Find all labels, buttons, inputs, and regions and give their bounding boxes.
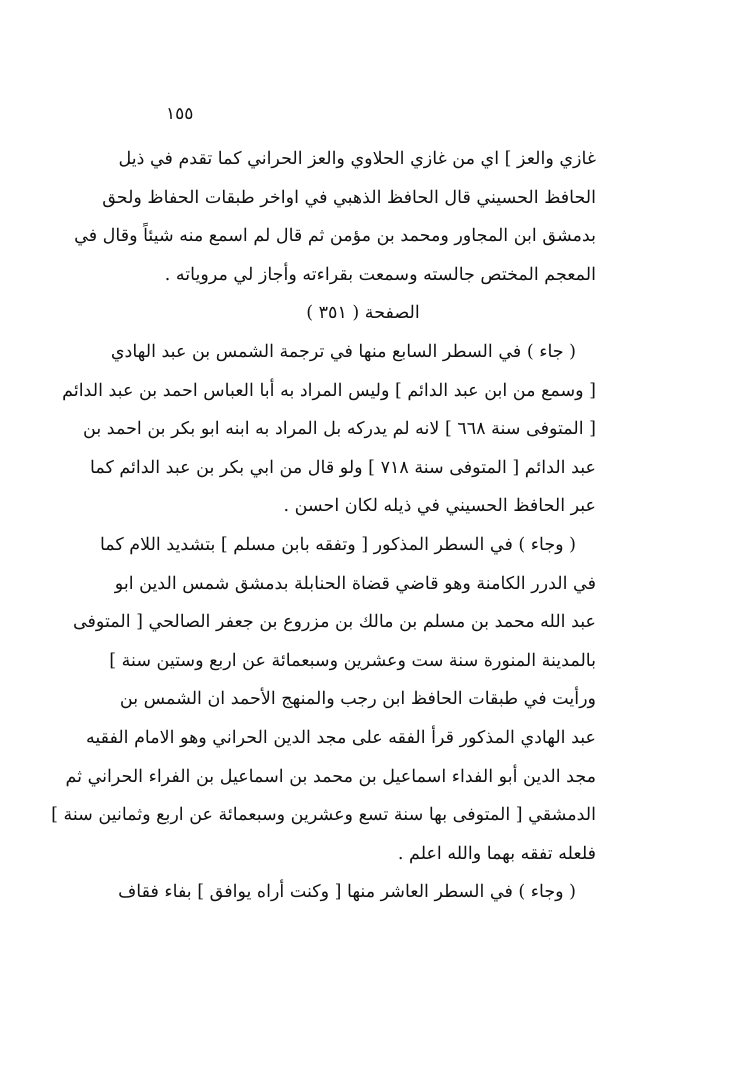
text-line: في الدرر الكامنة وهو قاضي قضاة الحنابلة بدمشق شمس الدين ابو <box>114 573 596 594</box>
text-line: الدمشقي [ المتوفى بها سنة تسع وعشرين وسبعمائة عن اربع وثمانين سنة ] <box>51 805 596 826</box>
text-line: عبد الله محمد بن مسلم بن مالك بن مزروع بن جعفر الصالحي [ المتوفى <box>72 612 596 633</box>
text-line: بالمدينة المنورة سنة ست وعشرين وسبعمائة عن اربع وستين سنة ] <box>109 650 596 671</box>
text-line: غازي والعز ] اي من غازي الحلاوي والعز الحراني كما تقدم في ذيل <box>118 149 596 169</box>
section-heading: الصفحة ( ٣٥١ ) <box>306 303 420 324</box>
text-line: ( وجاء ) في السطر المذكور [ وتفقه بابن مسلم ] بتشديد اللام كما <box>99 534 576 555</box>
text-line: عبد الهادي المذكور قرأ الفقه على مجد الدين الحراني وهو الامام الفقيه <box>85 727 596 748</box>
text-line: المعجم المختص جالسته وسمعت بقراءته وأجاز لي مروياته . <box>164 264 596 285</box>
text-line: الحافظ الحسيني قال الحافظ الذهبي في اواخر طبقات الحفاظ ولحق <box>102 187 596 208</box>
text-line: مجد الدين أبو الفداء اسماعيل بن محمد بن اسماعيل بن الفراء الحراني ثم <box>65 766 596 787</box>
page-number: ١٥٥ <box>166 104 194 124</box>
text-line: ( جاء ) في السطر السابع منها في ترجمة الشمس بن عبد الهادي <box>110 341 576 362</box>
text-line: ( وجاء ) في السطر العاشر منها [ وكنت أراه يوافق ] بفاء فقاف <box>118 882 576 903</box>
text-line: بدمشق ابن المجاور ومحمد بن مؤمن ثم قال لم اسمع منه شيئاً وقال في <box>74 226 596 247</box>
text-line: عبد الدائم [ المتوفى سنة ٧١٨ ] ولو قال من ابي بكر بن عبد الدائم كما <box>90 457 596 478</box>
text-line: [ المتوفى سنة ٦٦٨ ] لانه لم يدركه بل المراد به ابنه ابو بكر بن احمد بن <box>83 419 596 440</box>
text-line: ورأيت في طبقات الحافظ ابن رجب والمنهج الأحمد ان الشمس بن <box>119 689 596 710</box>
text-line: عبر الحافظ الحسيني في ذيله لكان احسن . <box>283 496 596 517</box>
text-line: فلعله تفقه بهما والله اعلم . <box>397 843 596 864</box>
body-text <box>51 140 596 912</box>
text-line: [ وسمع من ابن عبد الدائم ] وليس المراد به أبا العباس احمد بن عبد الدائم <box>62 380 596 401</box>
